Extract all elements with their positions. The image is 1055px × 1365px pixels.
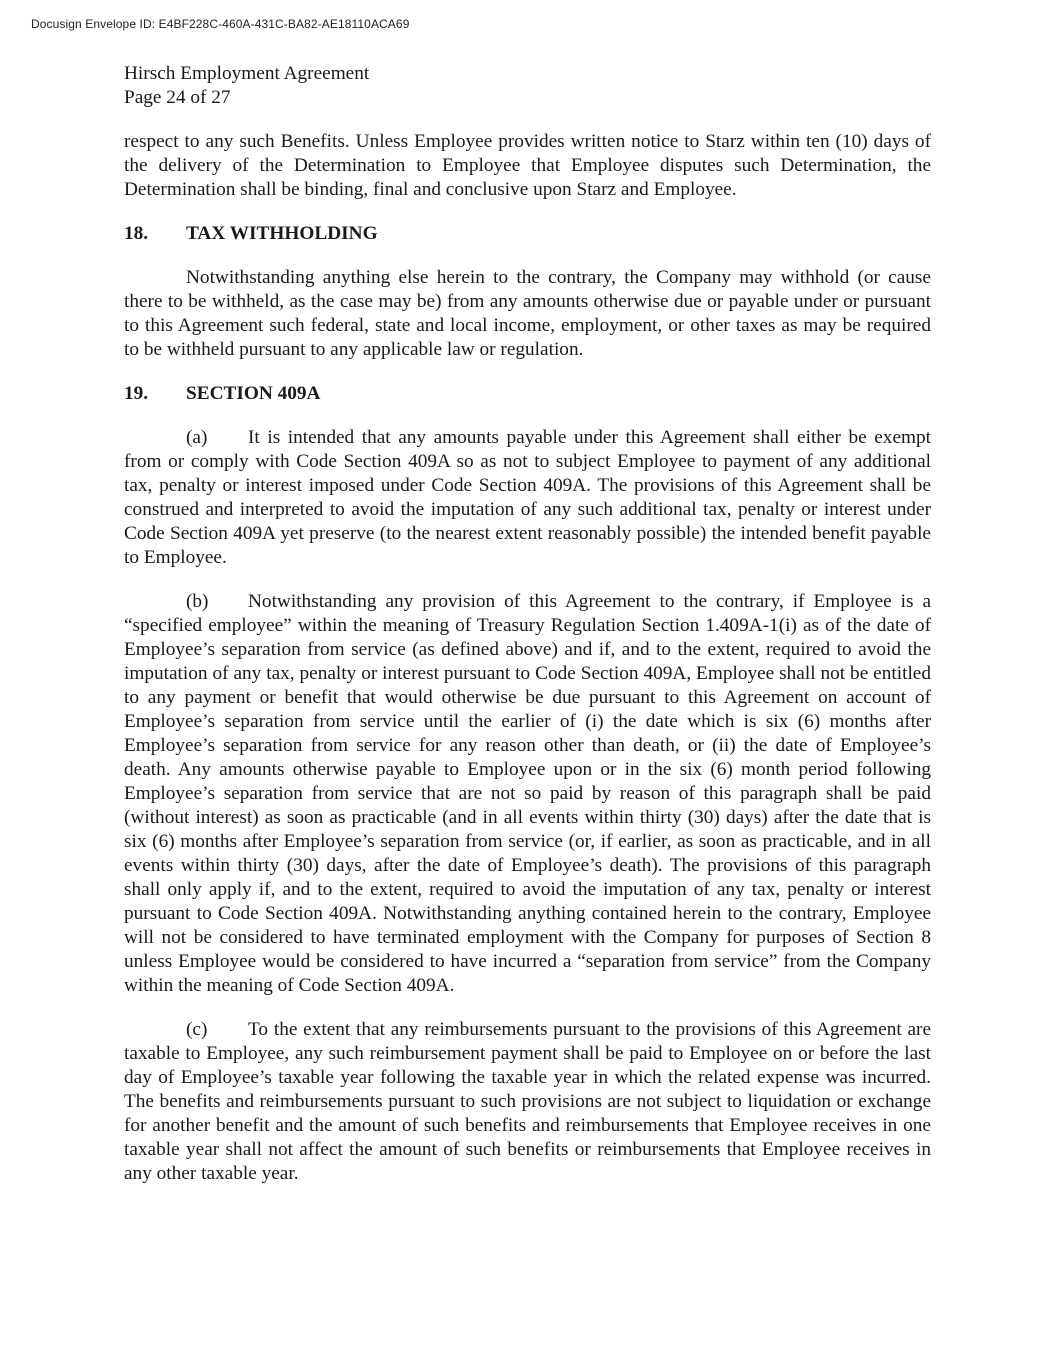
section-19-number: 19.: [124, 383, 149, 404]
section-19-c-label: (c): [186, 1019, 208, 1040]
section-18-number: 18.: [124, 223, 149, 244]
section-19-heading: [124, 382, 931, 406]
section-19-a-label: (a): [186, 427, 208, 448]
section-18-heading: [124, 222, 931, 246]
section-19-c-paragraph: [124, 1018, 931, 1186]
envelope-id: Docusign Envelope ID: E4BF228C-460A-431C-BA82-AE18110ACA69: [31, 17, 410, 31]
section-19-b-text: Notwithstanding any provision of this Agreement to the contrary, if Employee is a “specified employee” within the meaning of Treasury Regulation Section 1.409A-1(i) as of the date of Employee’s separation from service (as defined above) and if, and to the extent, required to avoid the imputation of any tax, penalty or interest pursuant to Code Section 409A, Employee shall not be entitled to any payment or benefit that would otherwise be due pursuant to this Agreement on account of Employee’s separation from service until the earlier of (i) the date which is six (6) months after Employee’s separation from service for any reason other than death, or (ii) the date of Employee’s death. Any amounts otherwise payable to Employee upon or in the six (6) month period following Employee’s separation from service that are not so paid by reason of this paragraph shall be paid (without interest) as soon as practicable (and in all events within thirty (30) days) after the date that is six (6) months after Employee’s separation from service (or, if earlier, as soon as practicable, and in all events within thirty (30) days, after the date of Employee’s death). The provisions of this paragraph shall only apply if, and to the extent, required to avoid the imputation of any tax, penalty or interest pursuant to Code Section 409A. Notwithstanding anything contained herein to the contrary, Employee will not be considered to have terminated employment with the Company for purposes of Section 8 unless Employee would be considered to have incurred a “separation from service” from the Company within the meaning of Code Section 409A.: [124, 591, 931, 996]
section-18-body: Notwithstanding anything else herein to the contrary, the Company may withhold (or cause there to be withheld, as the case may be) from any amounts otherwise due or payable under or pursuant to this Agreement such federal, state and local income, employment, or other taxes as may be required to be withheld pursuant to any applicable law or regulation.: [124, 267, 931, 360]
section-19-b-paragraph: [124, 590, 931, 998]
page-number: Page 24 of 27: [124, 87, 231, 108]
document-title: Hirsch Employment Agreement: [124, 63, 370, 84]
section-18-title: TAX WITHHOLDING: [186, 223, 378, 244]
document-page: [124, 62, 931, 1186]
section-19-title: SECTION 409A: [186, 383, 321, 404]
section-19-c-text: To the extent that any reimbursements pursuant to the provisions of this Agreement are taxable to Employee, any such reimbursement payment shall be paid to Employee on or before the last day of Employee’s taxable year following the taxable year in which the related expense was incurred. The benefits and reimbursements pursuant to such provisions are not subject to liquidation or exchange for another benefit and the amount of such benefits and reimbursements that Employee receives in one taxable year shall not affect the amount of such benefits or reimbursements that Employee receives in any other taxable year.: [124, 1019, 931, 1184]
section-19-a-paragraph: [124, 426, 931, 570]
section-19-a-text: It is intended that any amounts payable under this Agreement shall either be exempt from or comply with Code Section 409A so as not to subject Employee to payment of any additional tax, penalty or interest imposed under Code Section 409A. The provisions of this Agreement shall be construed and interpreted to avoid the imputation of any such additional tax, penalty or interest under Code Section 409A yet preserve (to the nearest extent reasonably possible) the intended benefit payable to Employee.: [124, 427, 931, 568]
intro-paragraph: respect to any such Benefits. Unless Employee provides written notice to Starz within ten (10) days of the delivery of the Determination to Employee that Employee disputes such Determination, the Determination shall be binding, final and conclusive upon Starz and Employee.: [124, 131, 931, 200]
section-19-b-label: (b): [186, 591, 209, 612]
